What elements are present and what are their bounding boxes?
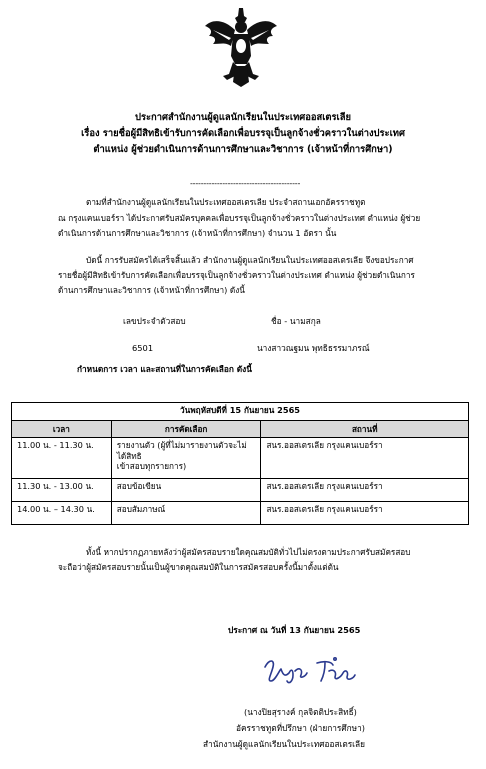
schedule-table bbox=[11, 402, 469, 525]
candidate-number-header: เลขประจำตัวสอบ bbox=[123, 316, 186, 326]
schedule-date: วันพฤหัสบดีที่ 15 กันยายน 2565 bbox=[12, 403, 469, 421]
signer-title: อัครราชทูตที่ปรึกษา (ฝ่ายการศึกษา) bbox=[236, 723, 365, 733]
signer-office: สำนักงานผู้ดูแลนักเรียนในประเทศออสเตรเลีย bbox=[203, 739, 365, 749]
candidate-name-header: ชื่อ - นามสกุล bbox=[271, 316, 321, 326]
garuda-emblem-icon bbox=[203, 6, 279, 88]
note-line-1: ทั้งนี้ หากปรากฏภายหลังว่าผู้สมัครสอบรายใดคุณสมบัติทั่วไปไม่ตรงตามประกาศรับสมัครสอบ bbox=[86, 547, 411, 557]
row-time: 11.00 น. - 11.30 น. bbox=[12, 438, 112, 479]
table-row bbox=[12, 438, 469, 479]
signer-name: (นางปิยสุรางค์ กุลจิตติประสิทธิ์) bbox=[244, 707, 357, 717]
row-activity-line-2: เข้าสอบทุกรายการ) bbox=[116, 460, 187, 471]
row-activity: สอบสัมภาษณ์ bbox=[111, 502, 261, 525]
subject-line: เรื่อง รายชื่อผู้มีสิทธิเข้ารับการคัดเลือกเพื่อบรรจุเป็นลูกจ้างชั่วคราวในต่างประเทศ bbox=[81, 128, 405, 139]
announce-date: ประกาศ ณ วันที่ 13 กันยายน 2565 bbox=[228, 625, 361, 635]
candidate-name: นางสาวณฐมน พุทธิธรรมาภรณ์ bbox=[257, 343, 370, 353]
row-activity: สอบข้อเขียน bbox=[111, 479, 261, 502]
row-time: 11.30 น. - 13.00 น. bbox=[12, 479, 112, 502]
row-place: สนร.ออสเตรเลีย กรุงแคนเบอร์รา bbox=[261, 479, 469, 502]
header-time: เวลา bbox=[12, 421, 112, 438]
table-row bbox=[12, 502, 469, 525]
paragraph-1-line-1: ตามที่สำนักงานผู้ดูแลนักเรียนในประเทศออสเตรเลีย ประจำสถานเอกอัครราชทูต bbox=[86, 197, 366, 207]
position-line: ตำแหน่ง ผู้ช่วยดำเนินการด้านการศึกษาและวิชาการ (เจ้าหน้าที่การศึกษา) bbox=[93, 144, 393, 155]
schedule-intro: กำหนดการ เวลา และสถานที่ในการคัดเลือก ดังนี้ bbox=[77, 364, 252, 374]
note-line-2: จะถือว่าผู้สมัครสอบรายนั้นเป็นผู้ขาดคุณสมบัติในการสมัครสอบครั้งนี้มาตั้งแต่ต้น bbox=[58, 562, 339, 572]
header-place: สถานที่ bbox=[261, 421, 469, 438]
paragraph-1-line-2: ณ กรุงแคนเบอร์รา ได้ประกาศรับสมัครบุคคลเพื่อบรรจุเป็นลูกจ้างชั่วคราวในต่างประเทศ ตำแหน่ง ผู้ช่วย bbox=[58, 213, 421, 223]
paragraph-2-line-1: บัดนี้ การรับสมัครได้เสร็จสิ้นแล้ว สำนักงานผู้ดูแลนักเรียนในประเทศออสเตรเลีย จึงขอประกาศ bbox=[86, 255, 414, 265]
row-activity-line-1: รายงานตัว (ผู้ที่ไม่มารายงานตัวจะไม่ได้สิทธิ bbox=[116, 440, 247, 461]
row-place: สนร.ออสเตรเลีย กรุงแคนเบอร์รา bbox=[261, 438, 469, 479]
schedule-date-row bbox=[12, 403, 469, 421]
row-place: สนร.ออสเตรเลีย กรุงแคนเบอร์รา bbox=[261, 502, 469, 525]
candidate-number: 6501 bbox=[132, 343, 154, 353]
paragraph-2-line-2: รายชื่อผู้มีสิทธิเข้ารับการคัดเลือกเพื่อบรรจุเป็นลูกจ้างชั่วคราวในต่างประเทศ ตำแหน่ง ผู้ช่วยดำเนินการ bbox=[58, 270, 415, 280]
paragraph-1-line-3: ดำเนินการด้านการศึกษาและวิชาการ (เจ้าหน้าที่การศึกษา) จำนวน 1 อัตรา นั้น bbox=[58, 228, 337, 238]
divider: ----------------------------------------- bbox=[190, 179, 301, 188]
schedule-header-row bbox=[12, 421, 469, 438]
row-time: 14.00 น. – 14.30 น. bbox=[12, 502, 112, 525]
header-activity: การคัดเลือก bbox=[111, 421, 261, 438]
paragraph-2-line-3: ด้านการศึกษาและวิชาการ (เจ้าหน้าที่การศึกษา) ดังนี้ bbox=[58, 285, 245, 295]
announcement-heading: ประกาศสำนักงานผู้ดูแลนักเรียนในประเทศออสเตรเลีย bbox=[135, 112, 351, 123]
signature-image bbox=[259, 653, 369, 689]
row-activity bbox=[111, 438, 261, 479]
table-row bbox=[12, 479, 469, 502]
